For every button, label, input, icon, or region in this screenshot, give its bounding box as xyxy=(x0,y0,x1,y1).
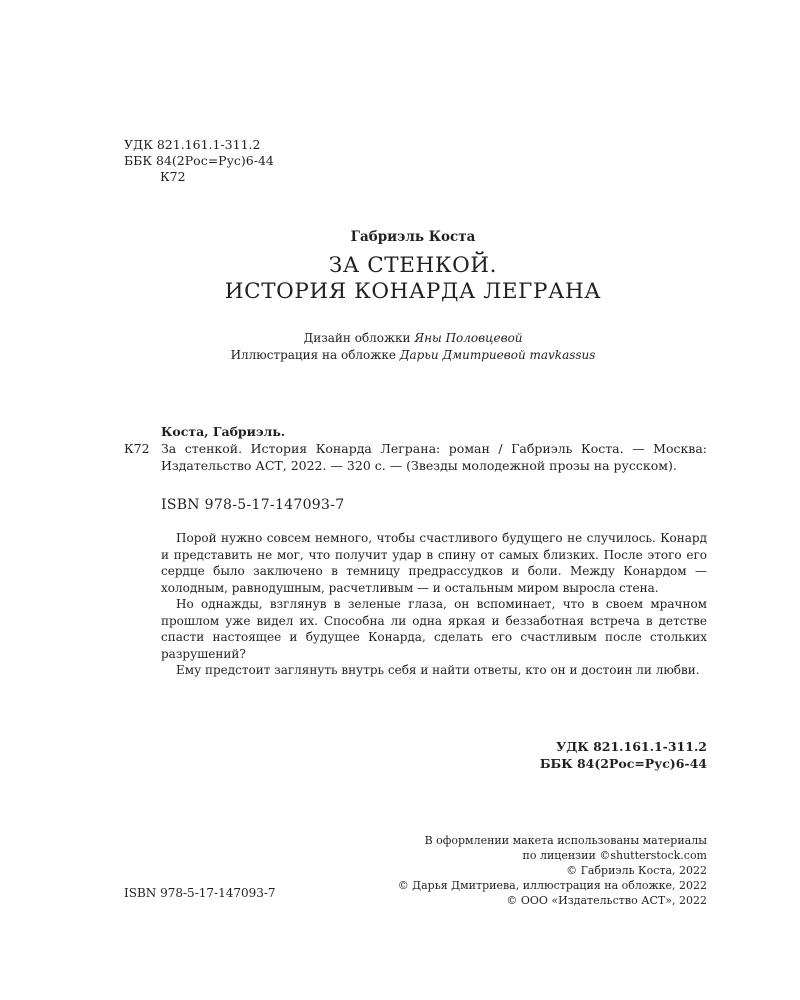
imprint-line: © Габриэль Коста, 2022 xyxy=(566,864,707,877)
isbn-bottom: ISBN 978-5-17-147093-7 xyxy=(124,886,276,900)
title-line-2: ИСТОРИЯ КОНАРДА ЛЕГРАНА xyxy=(224,279,602,304)
annotation-paragraph: Но однажды, взглянув в зеленые глаза, он вспоминает, что в своем мрачном прошлом уже видел их. Способна ли одна яркая и беззаботная встреча в детстве спасти настоящее и будущее Конарда, сделать его счастливым после стольких разрушений? xyxy=(161,597,707,661)
cover-design-credit xyxy=(0,330,800,347)
cover-design-name: Яны Половцевой xyxy=(414,331,523,345)
classification-block xyxy=(124,137,274,185)
illustration-credit xyxy=(0,347,800,364)
udk-code-footer: УДК 821.161.1-311.2 xyxy=(556,739,707,754)
bibliographic-description xyxy=(161,441,707,474)
annotation xyxy=(161,530,707,679)
author-name: Габриэль Коста xyxy=(350,229,476,245)
classification-footer xyxy=(540,738,707,772)
imprint-block xyxy=(398,833,707,908)
annotation-paragraph: Ему предстоит заглянуть внутрь себя и найти ответы, кто он и достоин ли любви. xyxy=(176,663,700,677)
imprint-line: В оформлении макета использованы материалы xyxy=(424,834,707,847)
bbk-code-footer: ББК 84(2Рос=Рус)6-44 xyxy=(539,756,707,771)
imprint-line: © Дарья Дмитриева, иллюстрация на обложке, 2022 xyxy=(397,879,707,892)
udk-code: УДК 821.161.1-311.2 xyxy=(124,137,261,152)
bibliographic-line-1: За стенкой. История Конарда Леграна: роман / Габриэль Коста. — Москва: xyxy=(161,441,707,456)
illustration-label: Иллюстрация на обложке xyxy=(230,348,396,362)
book-title xyxy=(0,253,800,305)
bibliographic-code: К72 xyxy=(124,441,150,456)
isbn-main: ISBN 978-5-17-147093-7 xyxy=(161,497,345,513)
title-line-1: ЗА СТЕНКОЙ. xyxy=(328,253,498,278)
illustration-name: Дарьи Дмитриевой mavkassus xyxy=(399,348,596,362)
bibliographic-line-2: Издательство АСТ, 2022. — 320 с. — (Звезды молодежной прозы на русском). xyxy=(161,457,677,473)
imprint-line: © ООО «Издательство АСТ», 2022 xyxy=(506,894,707,907)
imprint-line: по лицензии ©shutterstock.com xyxy=(522,849,707,862)
bbk-code: ББК 84(2Рос=Рус)6-44 xyxy=(124,153,274,168)
bibliographic-heading: Коста, Габриэль. xyxy=(161,424,286,439)
credits-block xyxy=(0,330,800,364)
cover-design-label: Дизайн обложки xyxy=(303,331,411,345)
annotation-paragraph: Порой нужно совсем немного, чтобы счастливого будущего не случилось. Конард и представить не мог, что получит удар в спину от самых близких. После этого его сердце было заключено в темницу предрассудков и боли. Между Конардом — холодным, равнодушным, расчетливым — и остальным миром выросла стена. xyxy=(161,531,707,595)
author-mark: К72 xyxy=(160,169,186,184)
